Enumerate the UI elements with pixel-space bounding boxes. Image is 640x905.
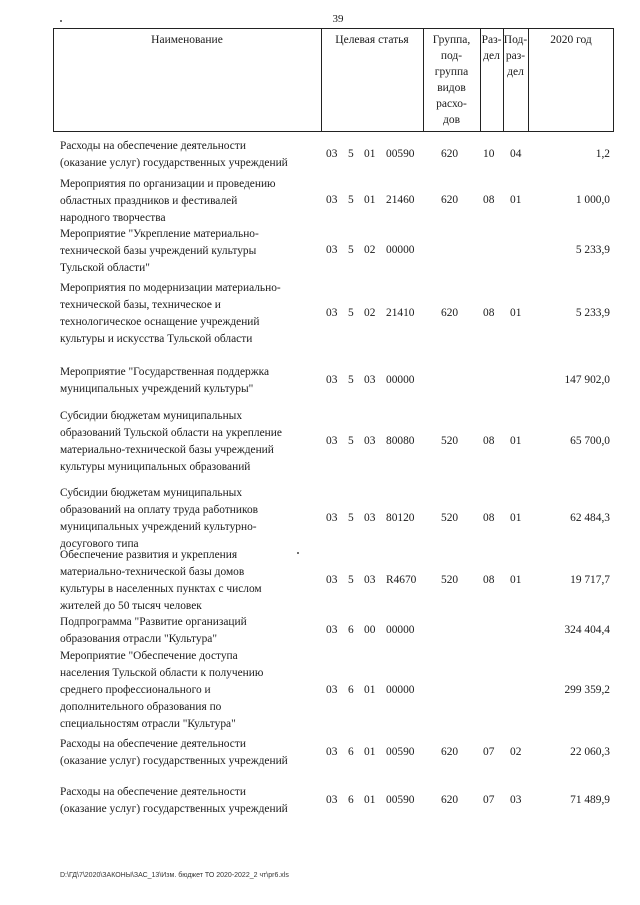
header-group-line: дов bbox=[442, 114, 461, 126]
cell-amount: 299 359,2 bbox=[564, 684, 610, 696]
cell-direction: 80080 bbox=[386, 435, 415, 447]
row-name bbox=[60, 280, 322, 348]
row-name-line: образования отрасли "Культура" bbox=[60, 633, 217, 645]
cell-group: 620 bbox=[441, 746, 459, 758]
cell-event: 03 bbox=[364, 374, 376, 386]
cell-section: 08 bbox=[483, 307, 495, 319]
cell-amount: 22 060,3 bbox=[570, 746, 610, 758]
row-name bbox=[60, 364, 322, 398]
header-subsection-line: дел bbox=[507, 66, 524, 78]
cell-amount: 65 700,0 bbox=[570, 435, 610, 447]
cell-amount: 1 000,0 bbox=[575, 194, 610, 206]
header-section-line: Раз- bbox=[481, 34, 502, 46]
cell-event: 01 bbox=[364, 194, 376, 206]
row-name-line: Мероприятия по организации и проведению bbox=[60, 178, 276, 190]
cell-event: 01 bbox=[364, 148, 376, 160]
row-name bbox=[60, 614, 322, 648]
cell-direction: 00590 bbox=[386, 148, 415, 160]
row-name bbox=[60, 648, 322, 733]
row-name bbox=[60, 485, 322, 553]
file-path-footer: D:\ГД\7\2020\ЗАКОНЫ\ЗАС_13\Изм. бюджет ТО 2020-2022_2 чт\pr6.xls bbox=[60, 872, 289, 879]
row-name bbox=[60, 176, 322, 227]
cell-subprogram: 5 bbox=[348, 374, 354, 386]
row-name-line: Мероприятие "Обеспечение доступа bbox=[60, 650, 238, 662]
header-year: 2020 год bbox=[550, 34, 592, 46]
cell-group: 620 bbox=[441, 794, 459, 806]
header-group-line: группа bbox=[434, 66, 469, 78]
cell-direction: 00000 bbox=[386, 244, 415, 256]
row-name bbox=[60, 736, 322, 770]
row-name-line: Расходы на обеспечение деятельности bbox=[60, 738, 246, 750]
cell-direction: 80120 bbox=[386, 512, 415, 524]
row-name-line: жителей до 50 тысяч человек bbox=[60, 600, 202, 612]
row-name-line: культуры в населенных пунктах с числом bbox=[60, 583, 262, 595]
cell-direction: 00000 bbox=[386, 624, 415, 636]
cell-amount: 1,2 bbox=[595, 148, 610, 160]
cell-event: 03 bbox=[364, 435, 376, 447]
cell-amount: 5 233,9 bbox=[575, 307, 610, 319]
cell-program: 03 bbox=[326, 512, 338, 524]
row-name-line: Субсидии бюджетам муниципальных bbox=[60, 410, 243, 422]
cell-subprogram: 6 bbox=[348, 624, 354, 636]
cell-program: 03 bbox=[326, 794, 338, 806]
cell-group: 620 bbox=[441, 148, 459, 160]
cell-event: 02 bbox=[364, 307, 376, 319]
cell-subprogram: 5 bbox=[348, 194, 354, 206]
cell-direction: 00590 bbox=[386, 794, 415, 806]
cell-direction: 00590 bbox=[386, 746, 415, 758]
header-group-line: Группа, bbox=[432, 34, 471, 46]
row-name-line: народного творчества bbox=[60, 212, 166, 224]
cell-subsection: 01 bbox=[510, 512, 522, 524]
cell-program: 03 bbox=[326, 435, 338, 447]
row-name-line: культуры муниципальных образований bbox=[60, 461, 251, 473]
cell-group: 620 bbox=[441, 307, 459, 319]
cell-section: 08 bbox=[483, 512, 495, 524]
header-subsection-line: Под- bbox=[503, 34, 528, 46]
cell-direction: 21460 bbox=[386, 194, 415, 206]
cell-program: 03 bbox=[326, 194, 338, 206]
row-name bbox=[60, 547, 322, 615]
cell-subprogram: 5 bbox=[348, 512, 354, 524]
cell-subsection: 01 bbox=[510, 194, 522, 206]
cell-event: 02 bbox=[364, 244, 376, 256]
row-name-line: Расходы на обеспечение деятельности bbox=[60, 786, 246, 798]
row-name-line: муниципальных учреждений культуры" bbox=[60, 383, 254, 395]
row-name-line: образований на оплату труда работников bbox=[60, 504, 259, 516]
row-name-line: технической базы учреждений культуры bbox=[60, 245, 257, 257]
cell-subprogram: 6 bbox=[348, 794, 354, 806]
cell-subprogram: 5 bbox=[348, 244, 354, 256]
cell-program: 03 bbox=[326, 307, 338, 319]
cell-event: 01 bbox=[364, 746, 376, 758]
row-name-line: технической базы, техническое и bbox=[60, 299, 221, 311]
row-name-line: Мероприятие "Государственная поддержка bbox=[60, 366, 269, 378]
cell-section: 07 bbox=[483, 794, 495, 806]
cell-direction: 00000 bbox=[386, 684, 415, 696]
header-target-article: Целевая статья bbox=[335, 34, 409, 46]
row-name-line: (оказание услуг) государственных учреждений bbox=[60, 157, 288, 169]
header-name: Наименование bbox=[151, 34, 223, 46]
cell-direction: 21410 bbox=[386, 307, 415, 319]
cell-direction: 00000 bbox=[386, 374, 415, 386]
cell-program: 03 bbox=[326, 684, 338, 696]
cell-event: 01 bbox=[364, 684, 376, 696]
cell-subsection: 01 bbox=[510, 307, 522, 319]
row-name-line: областных праздников и фестивалей bbox=[60, 195, 238, 207]
row-name-line: специальностям отрасли "Культура" bbox=[60, 718, 236, 730]
header-section-line: дел bbox=[483, 50, 500, 62]
row-name-line: образований Тульской области на укрепление bbox=[60, 427, 282, 439]
page-number: 39 bbox=[332, 13, 344, 25]
cell-event: 00 bbox=[364, 624, 376, 636]
row-name bbox=[60, 226, 322, 277]
cell-subprogram: 5 bbox=[348, 435, 354, 447]
cell-group: 520 bbox=[441, 512, 459, 524]
row-name-line: досугового типа bbox=[60, 538, 139, 550]
header-group-line: под- bbox=[440, 50, 463, 62]
cell-amount: 147 902,0 bbox=[564, 374, 610, 386]
row-name-line: среднего профессионального и bbox=[60, 684, 211, 696]
cell-subprogram: 6 bbox=[348, 684, 354, 696]
cell-subsection: 02 bbox=[510, 746, 522, 758]
cell-subprogram: 5 bbox=[348, 148, 354, 160]
row-name-line: муниципальных учреждений культурно- bbox=[60, 521, 257, 533]
cell-subsection: 01 bbox=[510, 435, 522, 447]
cell-subprogram: 5 bbox=[348, 307, 354, 319]
cell-section: 07 bbox=[483, 746, 495, 758]
cell-subsection: 04 bbox=[510, 148, 522, 160]
row-name-line: материально-технической базы учреждений bbox=[60, 444, 274, 456]
cell-event: 03 bbox=[364, 574, 376, 586]
cell-event: 03 bbox=[364, 512, 376, 524]
cell-amount: 5 233,9 bbox=[575, 244, 610, 256]
cell-section: 08 bbox=[483, 194, 495, 206]
cell-program: 03 bbox=[326, 374, 338, 386]
row-name-line: Мероприятие "Укрепление материально- bbox=[60, 228, 259, 240]
cell-subsection: 01 bbox=[510, 574, 522, 586]
cell-group: 520 bbox=[441, 435, 459, 447]
row-name-line: (оказание услуг) государственных учреждений bbox=[60, 803, 288, 815]
row-name-line: Субсидии бюджетам муниципальных bbox=[60, 487, 243, 499]
cell-subprogram: 5 bbox=[348, 574, 354, 586]
cell-program: 03 bbox=[326, 746, 338, 758]
cell-amount: 324 404,4 bbox=[564, 624, 610, 636]
row-name bbox=[60, 784, 322, 818]
cell-section: 08 bbox=[483, 574, 495, 586]
cell-group: 520 bbox=[441, 574, 459, 586]
row-name-line: культуры и искусства Тульской области bbox=[60, 333, 253, 345]
row-name-line: Расходы на обеспечение деятельности bbox=[60, 140, 246, 152]
row-name-line: Обеспечение развития и укрепления bbox=[60, 549, 238, 561]
cell-program: 03 bbox=[326, 148, 338, 160]
cell-program: 03 bbox=[326, 574, 338, 586]
row-name-line: Мероприятия по модернизации материально- bbox=[60, 282, 281, 294]
row-name-line: Тульской области" bbox=[60, 262, 150, 274]
cell-amount: 19 717,7 bbox=[570, 574, 610, 586]
cell-subsection: 03 bbox=[510, 794, 522, 806]
header-group-line: видов bbox=[437, 82, 466, 94]
row-name-line: технологическое оснащение учреждений bbox=[60, 316, 260, 328]
row-name-line: Подпрограмма "Развитие организаций bbox=[60, 616, 247, 628]
row-name-line: населения Тульской области к получению bbox=[60, 667, 264, 679]
cell-group: 620 bbox=[441, 194, 459, 206]
cell-subprogram: 6 bbox=[348, 746, 354, 758]
cell-program: 03 bbox=[326, 624, 338, 636]
row-name-line: дополнительного образования по bbox=[60, 701, 222, 713]
cell-program: 03 bbox=[326, 244, 338, 256]
scan-speck bbox=[60, 20, 62, 22]
row-name bbox=[60, 408, 322, 476]
row-name bbox=[60, 138, 322, 172]
header-group-line: расхо- bbox=[436, 98, 467, 110]
cell-event: 01 bbox=[364, 794, 376, 806]
row-name-line: (оказание услуг) государственных учреждений bbox=[60, 755, 288, 767]
cell-direction: R4670 bbox=[386, 574, 417, 586]
cell-section: 10 bbox=[483, 148, 495, 160]
cell-amount: 71 489,9 bbox=[570, 794, 610, 806]
row-name-line: материально-технической базы домов bbox=[60, 566, 245, 578]
scan-speck bbox=[297, 552, 299, 554]
cell-amount: 62 484,3 bbox=[570, 512, 610, 524]
cell-section: 08 bbox=[483, 435, 495, 447]
header-subsection-line: раз- bbox=[505, 50, 526, 62]
